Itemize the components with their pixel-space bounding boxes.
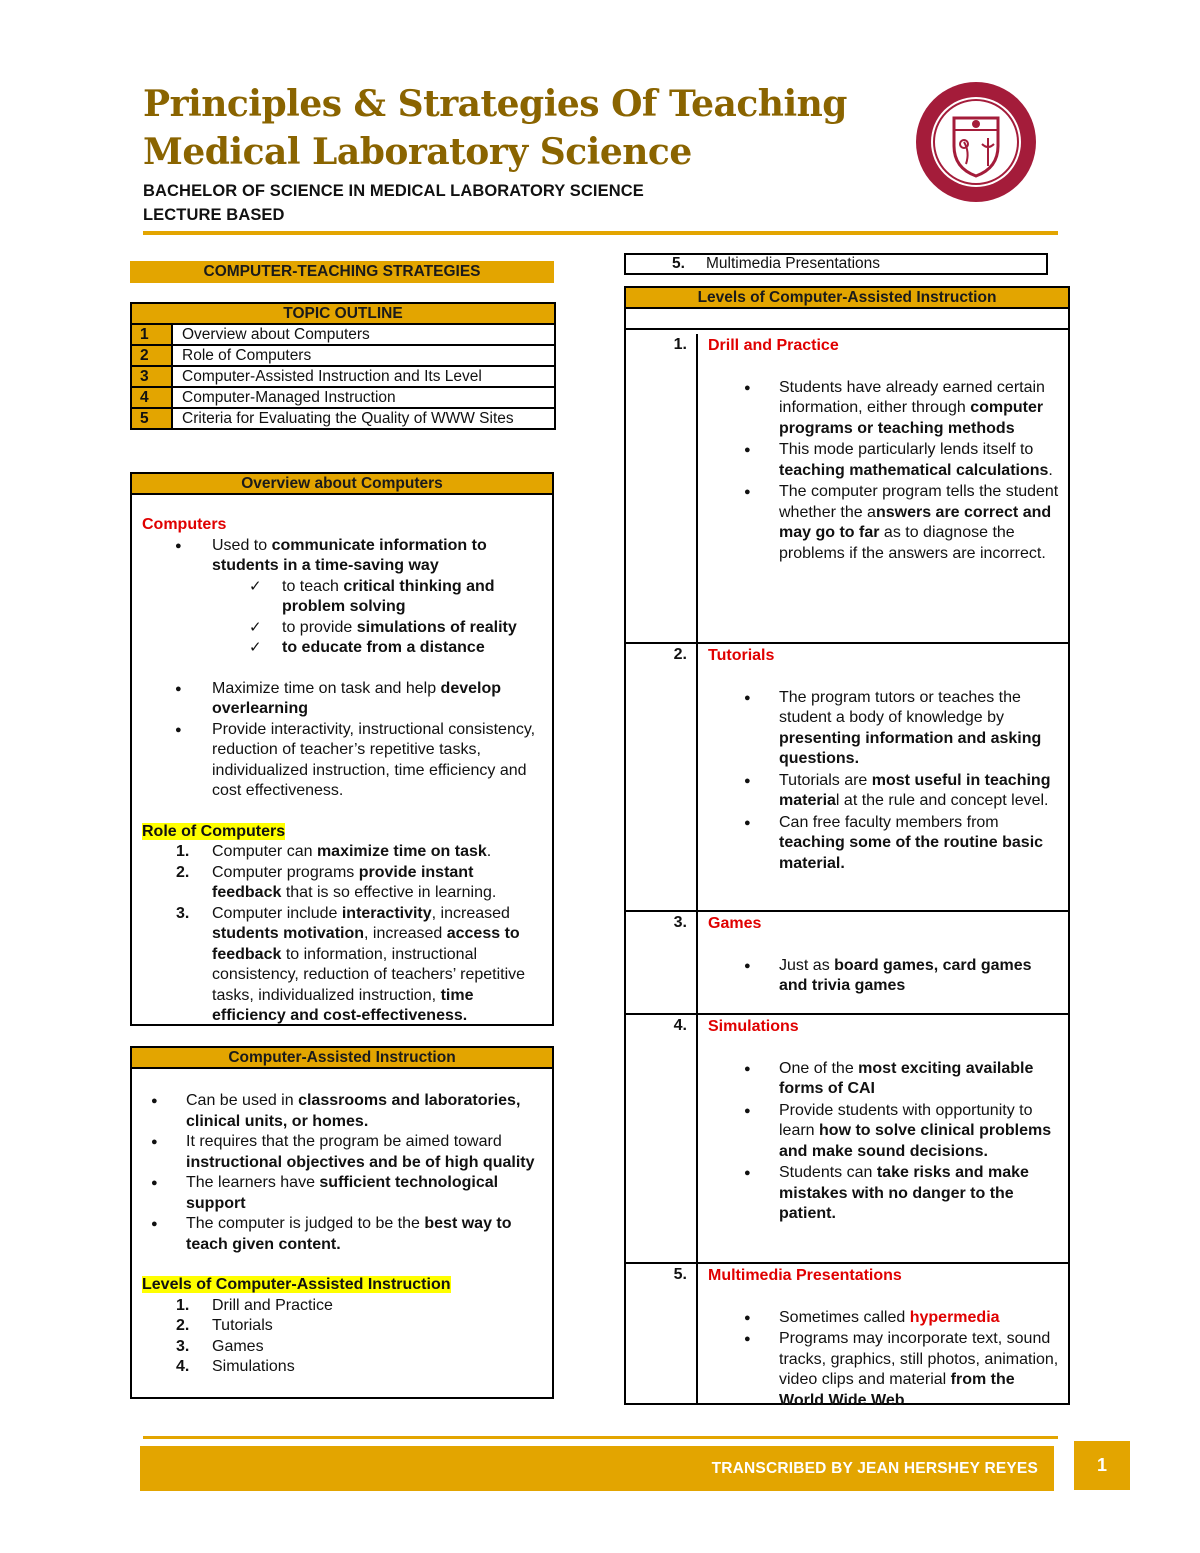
list-item: ● The computer is judged to be the best way to teach given content. — [142, 1214, 542, 1255]
level-title: Tutorials — [708, 647, 775, 664]
computers-heading: Computers — [142, 516, 227, 533]
topic-outline-header: TOPIC OUTLINE — [132, 304, 554, 325]
university-seal-icon — [914, 80, 1038, 204]
list-item: ✓ to teach critical thinking and problem solving — [142, 577, 542, 618]
list-item: 2. Tutorials — [176, 1317, 273, 1334]
list-item: ● Sometimes called hypermedia — [708, 1308, 1060, 1329]
list-item: ● Can free faculty members from teaching some of the routine basic material. — [708, 813, 1060, 875]
cai-section — [130, 1046, 554, 1399]
level-number: 5. — [626, 1264, 698, 1403]
level-row-multimedia — [626, 1262, 1068, 1409]
overview-header: Overview about Computers — [132, 474, 552, 495]
list-item: ● This mode particularly lends itself to teaching mathematical calculations. — [708, 440, 1060, 481]
list-item: ● Used to communicate information to students in a time-saving way — [142, 536, 542, 577]
footer-credit: TRANSCRIBED BY JEAN HERSHEY REYES — [140, 1446, 1054, 1491]
row-number: 1 — [132, 325, 173, 344]
levels-table — [624, 286, 1070, 1409]
level-bullets — [708, 956, 1060, 997]
list-item: ✓ to educate from a distance — [142, 638, 542, 659]
level-bullets — [708, 1308, 1060, 1412]
list-item: 3. Games — [176, 1337, 264, 1355]
list-item: ✓ to provide simulations of reality — [142, 618, 542, 639]
list-item: ● It requires that the program be aimed toward instructional objectives and be of high quality — [142, 1132, 542, 1173]
row-number: 2 — [132, 346, 173, 365]
list-item: ● One of the most exciting available forms of CAI — [708, 1059, 1060, 1100]
level-title: Multimedia Presentations — [708, 1267, 902, 1284]
level-title: Drill and Practice — [708, 337, 839, 354]
row-number: 5. — [672, 255, 685, 272]
multimedia-outline-row — [624, 253, 1048, 275]
level-title: Games — [708, 915, 762, 932]
list-item: ● Maximize time on task and help develop overlearning — [142, 679, 542, 720]
level-number: 2. — [626, 644, 698, 910]
footer-divider — [143, 1436, 1058, 1439]
header-divider — [143, 231, 1058, 235]
cai-header: Computer-Assisted Instruction — [132, 1048, 552, 1069]
level-number: 3. — [626, 912, 698, 1013]
row-number: 5 — [132, 409, 173, 428]
level-row-games — [626, 910, 1068, 1013]
cai-list — [142, 1091, 542, 1255]
list-item: 2. Computer programs provide instant feedback that is so effective in learning. — [176, 863, 497, 901]
levels-heading: Levels of Computer-Assisted Instruction — [142, 1276, 451, 1293]
title-line-1: Principles & Strategies Of Teaching — [143, 83, 847, 125]
list-item: ● Students have already earned certain information, either through computer programs or teaching methods — [708, 378, 1060, 440]
row-number: 4 — [132, 388, 173, 407]
row-text: Criteria for Evaluating the Quality of WWW Sites — [182, 410, 514, 427]
overview-section — [130, 472, 554, 1026]
table-row — [132, 346, 554, 367]
level-number: 4. — [626, 1015, 698, 1262]
row-text: Overview about Computers — [182, 326, 370, 343]
row-text: Multimedia Presentations — [706, 255, 881, 272]
level-bullets — [708, 378, 1060, 565]
list-item: ● The computer program tells the student whether the answers are correct and may go to far as to diagnose the problems if the answers are incorrect. — [708, 482, 1060, 564]
list-item: 3. Computer include interactivity, increased students motivation, increased access to feedback to information, instructional consistency, reduction of teachers’ repetitive tasks, individualized instruction, time efficiency and cost-effectiveness. — [176, 904, 526, 1024]
table-row — [132, 409, 554, 428]
program-name: BACHELOR OF SCIENCE IN MEDICAL LABORATORY SCIENCE — [143, 182, 644, 200]
level-bullets — [708, 1059, 1060, 1225]
list-item: ● Can be used in classrooms and laboratories, clinical units, or homes. — [142, 1091, 542, 1132]
row-text: Computer-Assisted Instruction and Its Level — [182, 368, 482, 385]
levels-table-header: Levels of Computer-Assisted Instruction — [626, 288, 1068, 309]
document-title — [143, 80, 847, 176]
level-row-tutorials — [626, 642, 1068, 910]
level-row-drill — [626, 334, 1068, 642]
role-list — [142, 842, 542, 1027]
level-bullets — [708, 688, 1060, 875]
level-row-simulations — [626, 1013, 1068, 1262]
level-title: Simulations — [708, 1018, 799, 1035]
list-item: 1. Drill and Practice — [176, 1296, 333, 1314]
list-item: 1. Computer can maximize time on task. — [176, 843, 492, 860]
computers-sublist — [142, 577, 542, 659]
list-item: ● Provide students with opportunity to learn how to solve clinical problems and make sound decisions. — [708, 1101, 1060, 1163]
topic-outline-table — [130, 302, 556, 430]
table-row — [132, 388, 554, 409]
levels-list — [142, 1296, 542, 1378]
computers-list-2 — [142, 679, 542, 802]
row-text: Computer-Managed Instruction — [182, 389, 396, 406]
level-number: 1. — [626, 334, 698, 642]
list-item: ● Just as board games, card games and trivia games — [708, 956, 1060, 997]
list-item: ● The program tutors or teaches the student a body of knowledge by presenting information and asking questions. — [708, 688, 1060, 770]
list-item: ● Tutorials are most useful in teaching material at the rule and concept level. — [708, 771, 1060, 812]
title-line-2: Medical Laboratory Science — [143, 131, 692, 173]
table-row — [132, 325, 554, 346]
computers-list — [142, 536, 542, 577]
page-number: 1 — [1074, 1441, 1130, 1490]
list-item: ● The learners have sufficient technological support — [142, 1173, 542, 1214]
section-title: COMPUTER-TEACHING STRATEGIES — [130, 261, 554, 283]
list-item: ● Programs may incorporate text, sound tracks, graphics, still photos, animation, video clips and material from the World Wide Web — [708, 1329, 1060, 1411]
role-heading: Role of Computers — [142, 822, 286, 840]
row-text: Role of Computers — [182, 347, 312, 364]
list-item: ● Students can take risks and make mistakes with no danger to the patient. — [708, 1163, 1060, 1225]
list-item: 4. Simulations — [176, 1358, 295, 1375]
table-row — [132, 367, 554, 388]
course-type: LECTURE BASED — [143, 206, 285, 224]
levels-table-spacer — [626, 309, 1068, 330]
list-item: ● Provide interactivity, instructional consistency, reduction of teacher’s repetitive tasks, individualized instruction, time efficiency and cost effectiveness. — [142, 720, 542, 802]
row-number: 3 — [132, 367, 173, 386]
